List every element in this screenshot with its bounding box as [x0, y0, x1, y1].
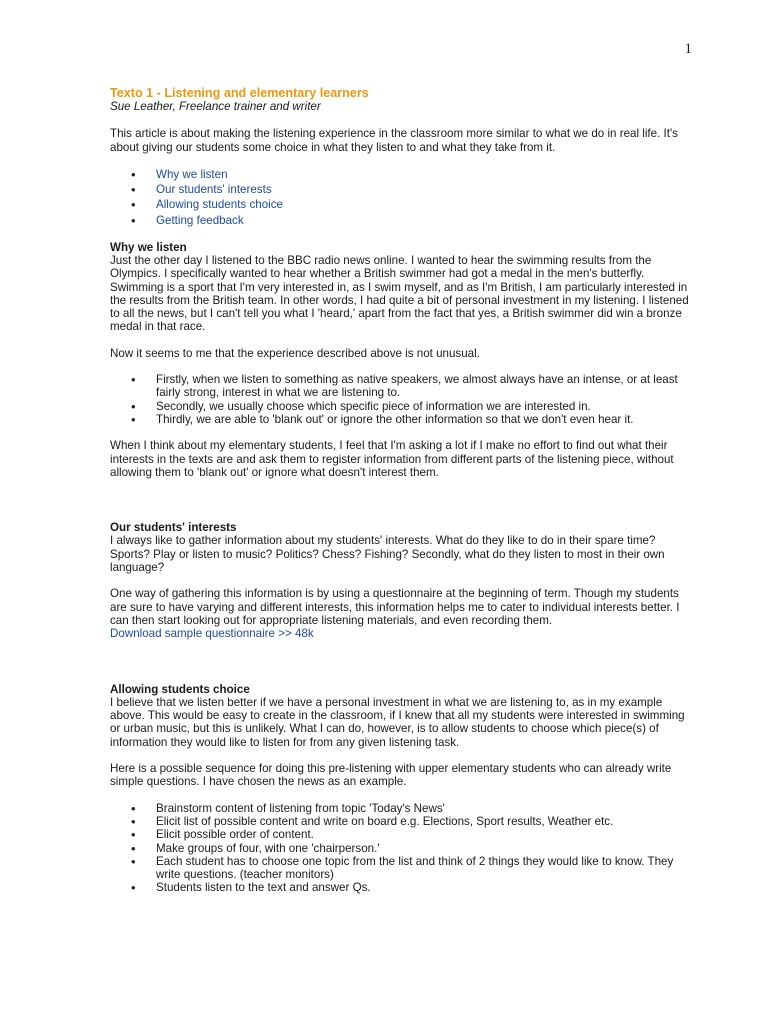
- table-of-contents: [110, 167, 696, 228]
- section-students-interests: [110, 521, 696, 640]
- paragraph: Here is a possible sequence for doing this pre-listening with upper elementary students who can already write simple questions. I have chosen the news as an example.: [110, 762, 672, 789]
- list-item: • Secondly, we usually choose which specific piece of information we are interested in.: [110, 400, 696, 413]
- toc-item-why-we-listen[interactable]: [110, 167, 696, 182]
- toc-item-getting-feedback[interactable]: [110, 213, 696, 228]
- list-item: • Elicit list of possible content and write on board e.g. Elections, Sport results, Weather etc.: [110, 815, 696, 828]
- document-title: Texto 1 - Listening and elementary learners: [110, 86, 369, 100]
- paragraph: I believe that we listen better if we have a personal investment in what we are listening to, as in my example above. This would be easy to create in the classroom, if I knew that all my students were interested in swimming or urban music, but this is unlikely. What I can do, however, is to allow students to choose which piece(s) of information they would like to listen for from any given listening task.: [110, 695, 685, 749]
- list-item: • Brainstorm content of listening from topic 'Today's News': [110, 802, 696, 815]
- bullet-list: [110, 373, 696, 426]
- toc-link[interactable]: Why we listen: [156, 167, 228, 181]
- toc-item-students-interests[interactable]: [110, 182, 696, 197]
- section-heading-students-choice: Allowing students choice: [110, 682, 250, 696]
- toc-item-students-choice[interactable]: [110, 197, 696, 212]
- list-item: • Each student has to choose one topic from the list and think of 2 things they would like to know. They write questions. (teacher monitors): [110, 855, 696, 882]
- list-item: • Make groups of four, with one 'chairperson.': [110, 842, 696, 855]
- paragraph: Just the other day I listened to the BBC radio news online. I wanted to hear the swimming results from the Olympics. I specifically wanted to hear whether a British swimmer had got a medal in the men's butterfly. Swimming is a sport that I'm very interested in, as I swim myself, and as I'm British, I am particularly interested in the results from the British team. In other words, I had quite a bit of personal investment in my listening. I listened to all the news, but I can't tell you what I 'heard,' apart from the fact that yes, a British swimmer did win a bronze medal in that race.: [110, 254, 689, 334]
- section-heading-why-we-listen: Why we listen: [110, 240, 187, 254]
- download-questionnaire-link[interactable]: Download sample questionnaire >> 48k: [110, 627, 314, 641]
- page-number: 1: [684, 41, 692, 57]
- list-item: • Firstly, when we listen to something as native speakers, we almost always have an intense, or at least fairly strong, interest in what we are listening to.: [110, 373, 696, 400]
- list-item: • Students listen to the text and answer Qs.: [110, 881, 696, 894]
- paragraph: One way of gathering this information is by using a questionnaire at the beginning of term. Though my students are sure to have varying and different interests, this information helps me to cater to individual interests better. I can then start looking out for appropriate listening materials, and even recording them.: [110, 587, 680, 627]
- list-item: • Elicit possible order of content.: [110, 828, 696, 841]
- bullet-list: [110, 802, 696, 895]
- toc-link[interactable]: Allowing students choice: [156, 198, 283, 212]
- section-heading-students-interests: Our students' interests: [110, 521, 237, 535]
- toc-link[interactable]: Getting feedback: [156, 213, 244, 227]
- paragraph: When I think about my elementary students, I feel that I'm asking a lot if I make no effort to find out what their interests in the texts are and ask them to register information from different parts of the listening piece, without allowing them to 'blank out' or ignore what doesn't interest them.: [110, 439, 674, 479]
- paragraph: I always like to gather information about my students' interests. What do they like to do in their spare time? Sports? Play or listen to music? Politics? Chess? Fishing? Secondly, what do they listen to most in their own language?: [110, 534, 665, 575]
- list-item: • Thirdly, we are able to 'blank out' or ignore the other information so that we don't even hear it.: [110, 413, 696, 426]
- author-line: Sue Leather, Freelance trainer and writer: [110, 100, 321, 113]
- toc-link[interactable]: Our students' interests: [156, 183, 272, 197]
- document-body: [110, 86, 696, 908]
- intro-paragraph: This article is about making the listening experience in the classroom more similar to what we do in real life. It's about giving our students some choice in what they listen to and what they take from it.: [110, 127, 678, 154]
- section-students-choice: [110, 683, 696, 895]
- paragraph: Now it seems to me that the experience described above is not unusual.: [110, 346, 480, 360]
